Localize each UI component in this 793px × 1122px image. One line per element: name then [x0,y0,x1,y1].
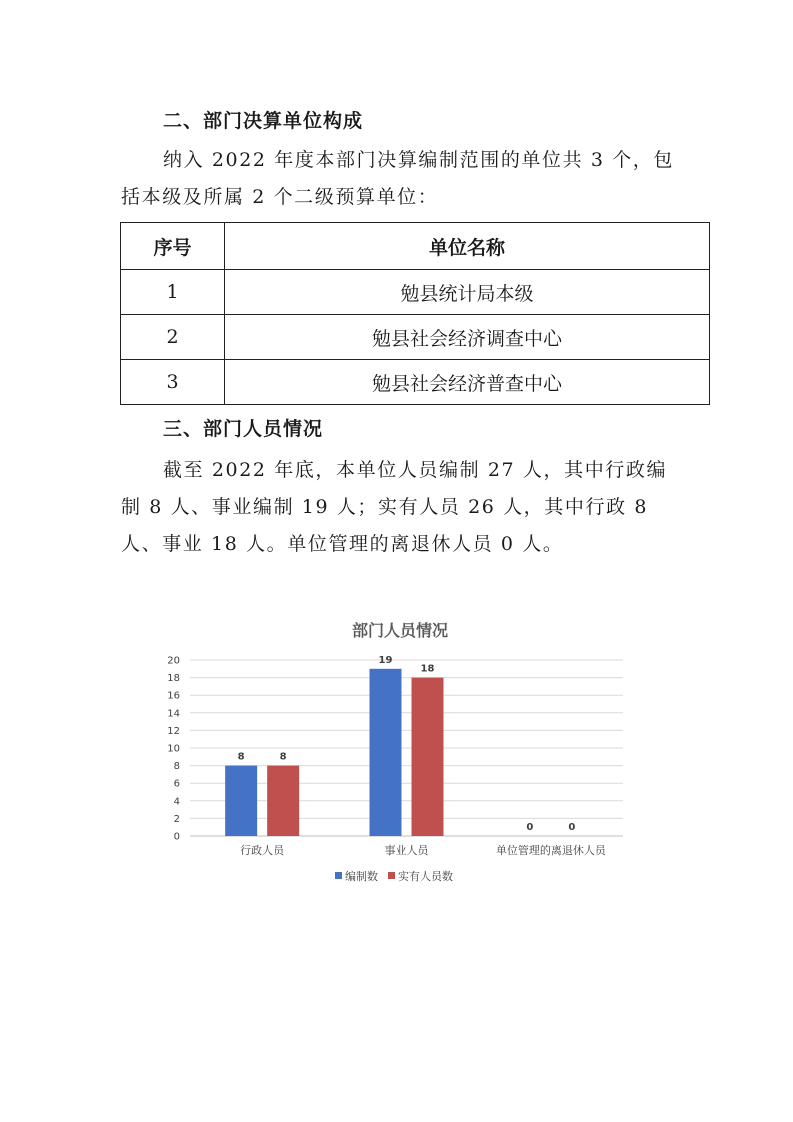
y-tick-label: 2 [173,813,180,825]
y-tick-label: 8 [173,761,180,773]
header-no: 序号 [121,223,225,270]
bar-authorized [370,669,402,836]
row-no: 1 [121,270,225,315]
chart-svg [160,608,640,898]
bar-actual [412,678,444,836]
data-label: 0 [568,822,576,833]
y-tick-label: 0 [173,831,180,843]
data-label: 18 [420,663,435,675]
staff-chart [160,608,640,898]
y-tick-label: 18 [167,673,180,685]
row-no: 3 [121,360,225,405]
y-tick-label: 16 [167,690,180,702]
table-row [121,315,710,360]
y-tick-label: 10 [167,743,180,755]
row-name: 勉县社会经济调查中心 [225,315,710,360]
row-name: 勉县社会经济普查中心 [225,360,710,405]
table-row [121,270,710,315]
row-name: 勉县统计局本级 [225,270,710,315]
chart-title: 部门人员情况 [351,621,449,640]
section2-paragraph: 纳入 2022 年度本部门决算编制范围的单位共 3 个，包括本级及所属 2 个二级预算单位： [121,149,675,208]
bar-authorized [225,766,257,836]
data-label: 0 [526,822,534,833]
x-category-label: 单位管理的离退休人员 [495,844,606,857]
legend-label: 实有人员数 [398,870,453,883]
legend-swatch [335,872,342,879]
x-category-label: 行政人员 [240,844,285,857]
y-tick-label: 20 [167,655,180,667]
section2-heading: 二、部门决算单位构成 [163,110,364,132]
header-name: 单位名称 [225,223,710,270]
section3-paragraph: 截至 2022 年底，本单位人员编制 27 人，其中行政编制 8 人、事业编制 19 人；实有人员 26 人，其中行政 8 人、事业 18 人。单位管理的离退休人员 0 人。 [121,459,668,555]
table-header-row [121,223,710,270]
legend-swatch [388,872,395,879]
table-row [121,360,710,405]
data-label: 8 [237,751,245,763]
y-tick-label: 14 [167,708,180,720]
data-label: 8 [279,751,287,763]
row-no: 2 [121,315,225,360]
legend-label: 编制数 [345,870,378,883]
x-category-label: 事业人员 [384,844,429,857]
bar-actual [267,766,299,836]
section3-heading: 三、部门人员情况 [163,418,324,440]
y-tick-label: 4 [173,796,180,808]
data-label: 19 [378,654,393,666]
units-table [120,222,710,405]
y-tick-label: 6 [173,778,180,790]
y-tick-label: 12 [167,725,180,737]
